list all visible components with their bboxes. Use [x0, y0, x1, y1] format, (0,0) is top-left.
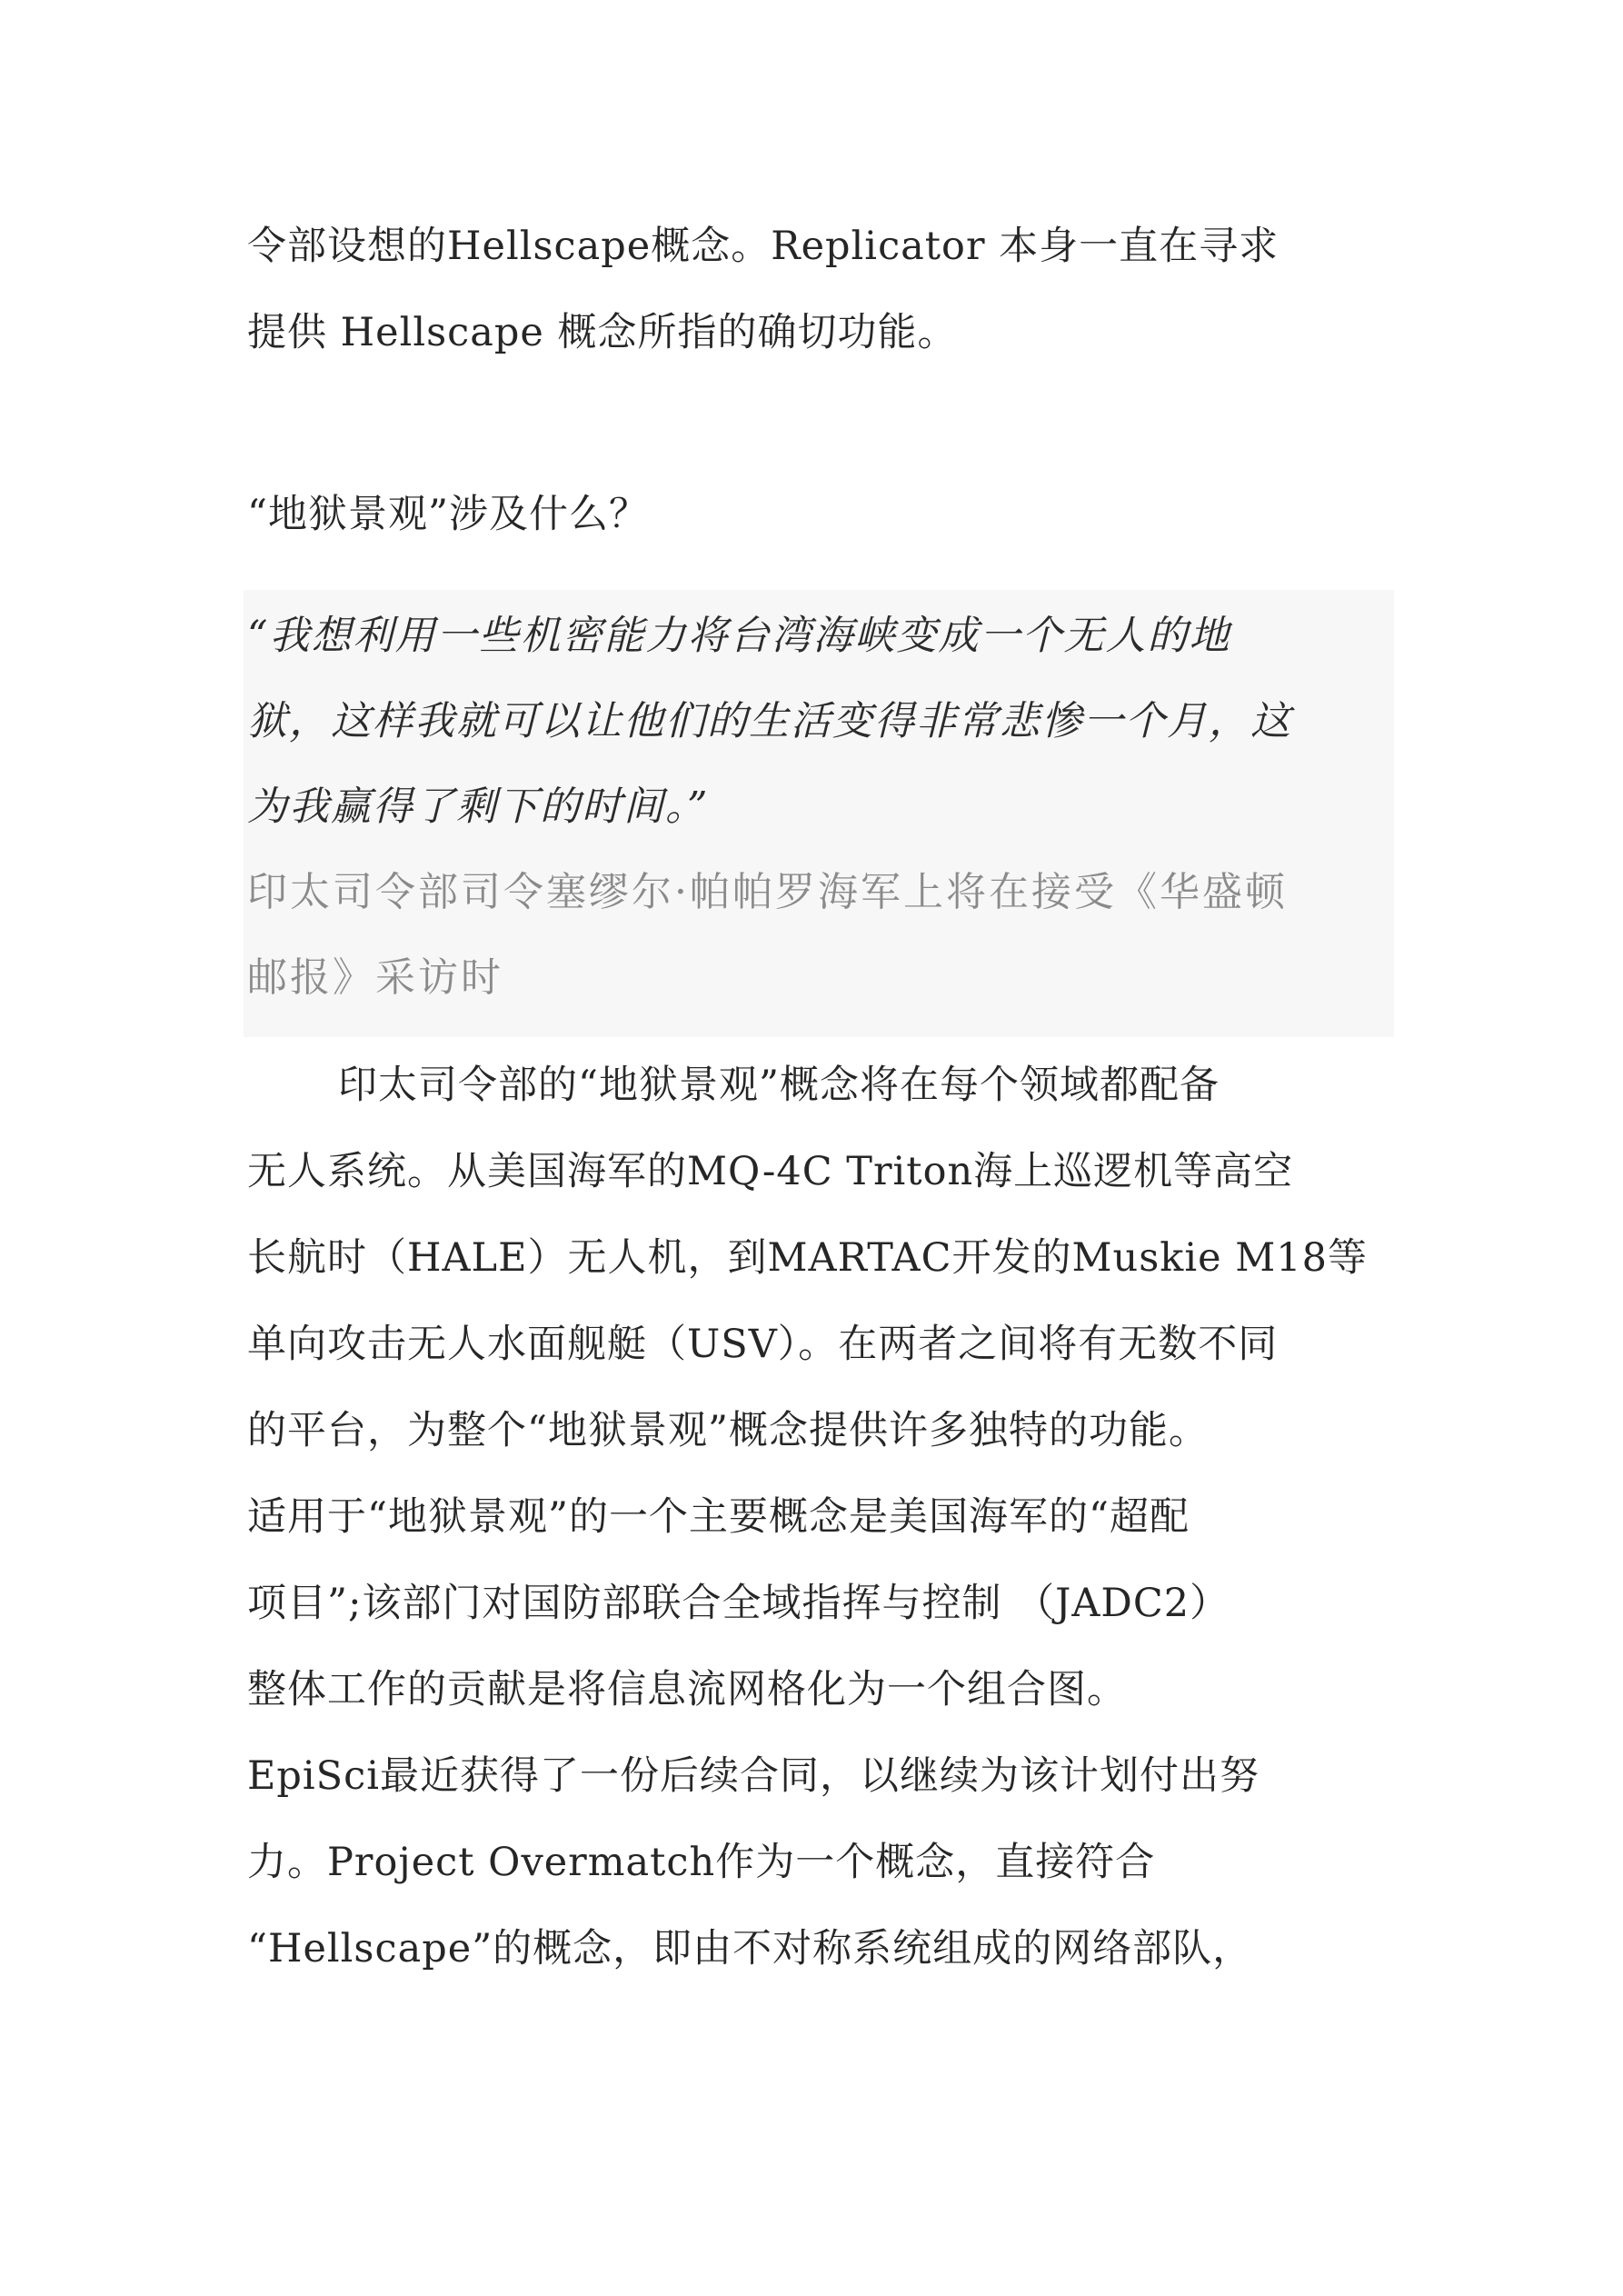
quote-attribution-line: 印太司令部司令塞缪尔·帕帕罗海军上将在接受《华盛顿 [247, 869, 1288, 915]
intro-paragraph [247, 204, 1383, 376]
body-line: 单向攻击无人水面舰艇（USV）。在两者之间将有无数不同 [247, 1322, 1279, 1367]
body-line: 的平台，为整个“地狱景观”概念提供许多独特的功能。 [247, 1408, 1209, 1453]
body-line: “Hellscape”的概念，即由不对称系统组成的网络部队， [247, 1926, 1253, 1972]
intro-line: 令部设想的Hellscape概念。Replicator 本身一直在寻求 [247, 224, 1279, 269]
body-line: 印太司令部的“地狱景观”概念将在每个领域都配备 [338, 1063, 1220, 1108]
body-line: 项目”;该部门对国防部联合全域指挥与控制 （JADC2） [247, 1581, 1230, 1626]
body-line: 长航时（HALE）无人机，到MARTAC开发的Muskie M18等 [247, 1235, 1368, 1281]
intro-line: 提供 Hellscape 概念所指的确切功能。 [247, 310, 958, 355]
document-page [247, 204, 1383, 1992]
quote-line: 狱，这样我就可以让他们的生活变得非常悲惨一个月，这 [247, 698, 1292, 744]
body-line: 适用于“地狱景观”的一个主要概念是美国海军的“超配 [247, 1494, 1190, 1540]
blockquote [244, 590, 1394, 1037]
quote-line: 为我赢得了剩下的时间。” [247, 784, 710, 830]
body-paragraph [247, 1043, 1383, 1992]
body-line: 整体工作的贡献是将信息流网格化为一个组合图。 [247, 1667, 1127, 1712]
quote-attribution-line: 邮报》采访时 [247, 954, 503, 1001]
body-line: EpiSci最近获得了一份后续合同，以继续为该计划付出努 [247, 1753, 1260, 1799]
quote-line: “我想利用一些机密能力将台湾海峡变成一个无人的地 [247, 613, 1231, 659]
body-line: 无人系统。从美国海军的MQ-4C Triton海上巡逻机等高空 [247, 1149, 1294, 1194]
body-line: 力。Project Overmatch作为一个概念，直接符合 [247, 1840, 1156, 1885]
section-heading: “地狱景观”涉及什么？ [247, 492, 649, 537]
